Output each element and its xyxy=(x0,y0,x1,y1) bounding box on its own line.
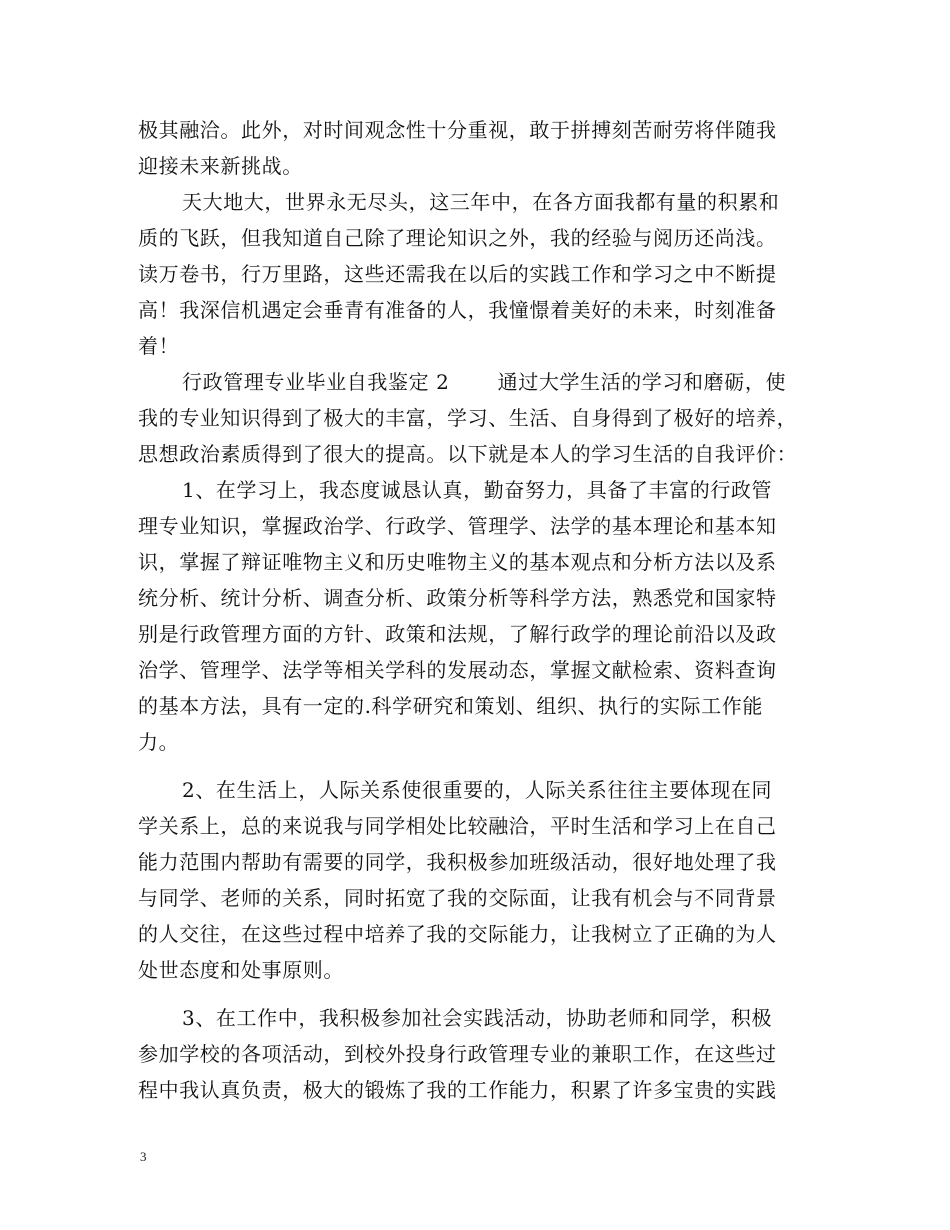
text-line: 程中我认真负责，极大的锻炼了我的工作能力，积累了许多宝贵的实践 xyxy=(138,1078,777,1102)
text-line: 着！ xyxy=(138,334,180,358)
paragraph-spacer xyxy=(138,760,818,772)
document-body xyxy=(138,112,818,1108)
paragraph-start-line: 1、在学习上，我态度诚恳认真，勤奋努力，具备了丰富的行政管 xyxy=(182,478,773,502)
text-line: 的人交往，在这些过程中培养了我的交际能力，让我树立了正确的为人 xyxy=(138,922,777,946)
text-line: 与同学、老师的关系，同时拓宽了我的交际面，让我有机会与不同背景 xyxy=(138,886,777,910)
text-line: 识，掌握了辩证唯物主义和历史唯物主义的基本观点和分析方法以及系 xyxy=(138,550,777,574)
text-line: 思想政治素质得到了很大的提高。以下就是本人的学习生活的自我评价： xyxy=(138,442,798,466)
text-line: 极其融洽。此外，对时间观念性十分重视，敢于拼搏刻苦耐劳将伴随我 xyxy=(138,118,777,142)
text-line: 别是行政管理方面的方针、政策和法规，了解行政学的理论前沿以及政 xyxy=(138,622,777,646)
text-line: 高！我深信机遇定会垂青有准备的人，我憧憬着美好的未来，时刻准备 xyxy=(138,298,777,322)
text-line: 统分析、统计分析、调查分析、政策分析等科学方法，熟悉党和国家特 xyxy=(138,586,777,610)
text-line: 学关系上，总的来说我与同学相处比较融洽，平时生活和学习上在自己 xyxy=(138,814,777,838)
text-line: 我的专业知识得到了极大的丰富，学习、生活、自身得到了极好的培养， xyxy=(138,406,798,430)
paragraph-start-line: 2、在生活上，人际关系使很重要的，人际关系往往主要体现在同 xyxy=(182,778,773,802)
paragraph-start-line: 3、在工作中，我积极参加社会实践活动，协助老师和同学，积极 xyxy=(182,1006,773,1030)
text-line: 迎接未来新挑战。 xyxy=(138,154,303,178)
text-line: 处世态度和处事原则。 xyxy=(138,958,344,982)
text-line: 治学、管理学、法学等相关学科的发展动态，掌握文献检索、资料查询 xyxy=(138,658,777,682)
text-line: 能力范围内帮助有需要的同学，我积极参加班级活动，很好地处理了我 xyxy=(138,850,777,874)
paragraph-spacer xyxy=(138,988,818,1000)
text-line: 读万卷书，行万里路，这些还需我在以后的实践工作和学习之中不断提 xyxy=(138,262,777,286)
text-line: 力。 xyxy=(138,730,180,754)
text-line: 理专业知识，掌握政治学、行政学、管理学、法学的基本理论和基本知 xyxy=(138,514,777,538)
section-heading-line: 行政管理专业毕业自我鉴定 2 通过大学生活的学习和磨砺，使 xyxy=(182,370,787,394)
paragraph-start-line: 天大地大，世界永无尽头，这三年中，在各方面我都有量的积累和 xyxy=(182,190,780,214)
text-line: 的基本方法，具有一定的.科学研究和策划、组织、执行的实际工作能 xyxy=(138,694,763,718)
text-line: 参加学校的各项活动，到校外投身行政管理专业的兼职工作，在这些过 xyxy=(138,1042,777,1066)
text-line: 质的飞跃，但我知道自己除了理论知识之外，我的经验与阅历还尚浅。 xyxy=(138,226,777,250)
page-number: 3 xyxy=(140,1149,147,1164)
